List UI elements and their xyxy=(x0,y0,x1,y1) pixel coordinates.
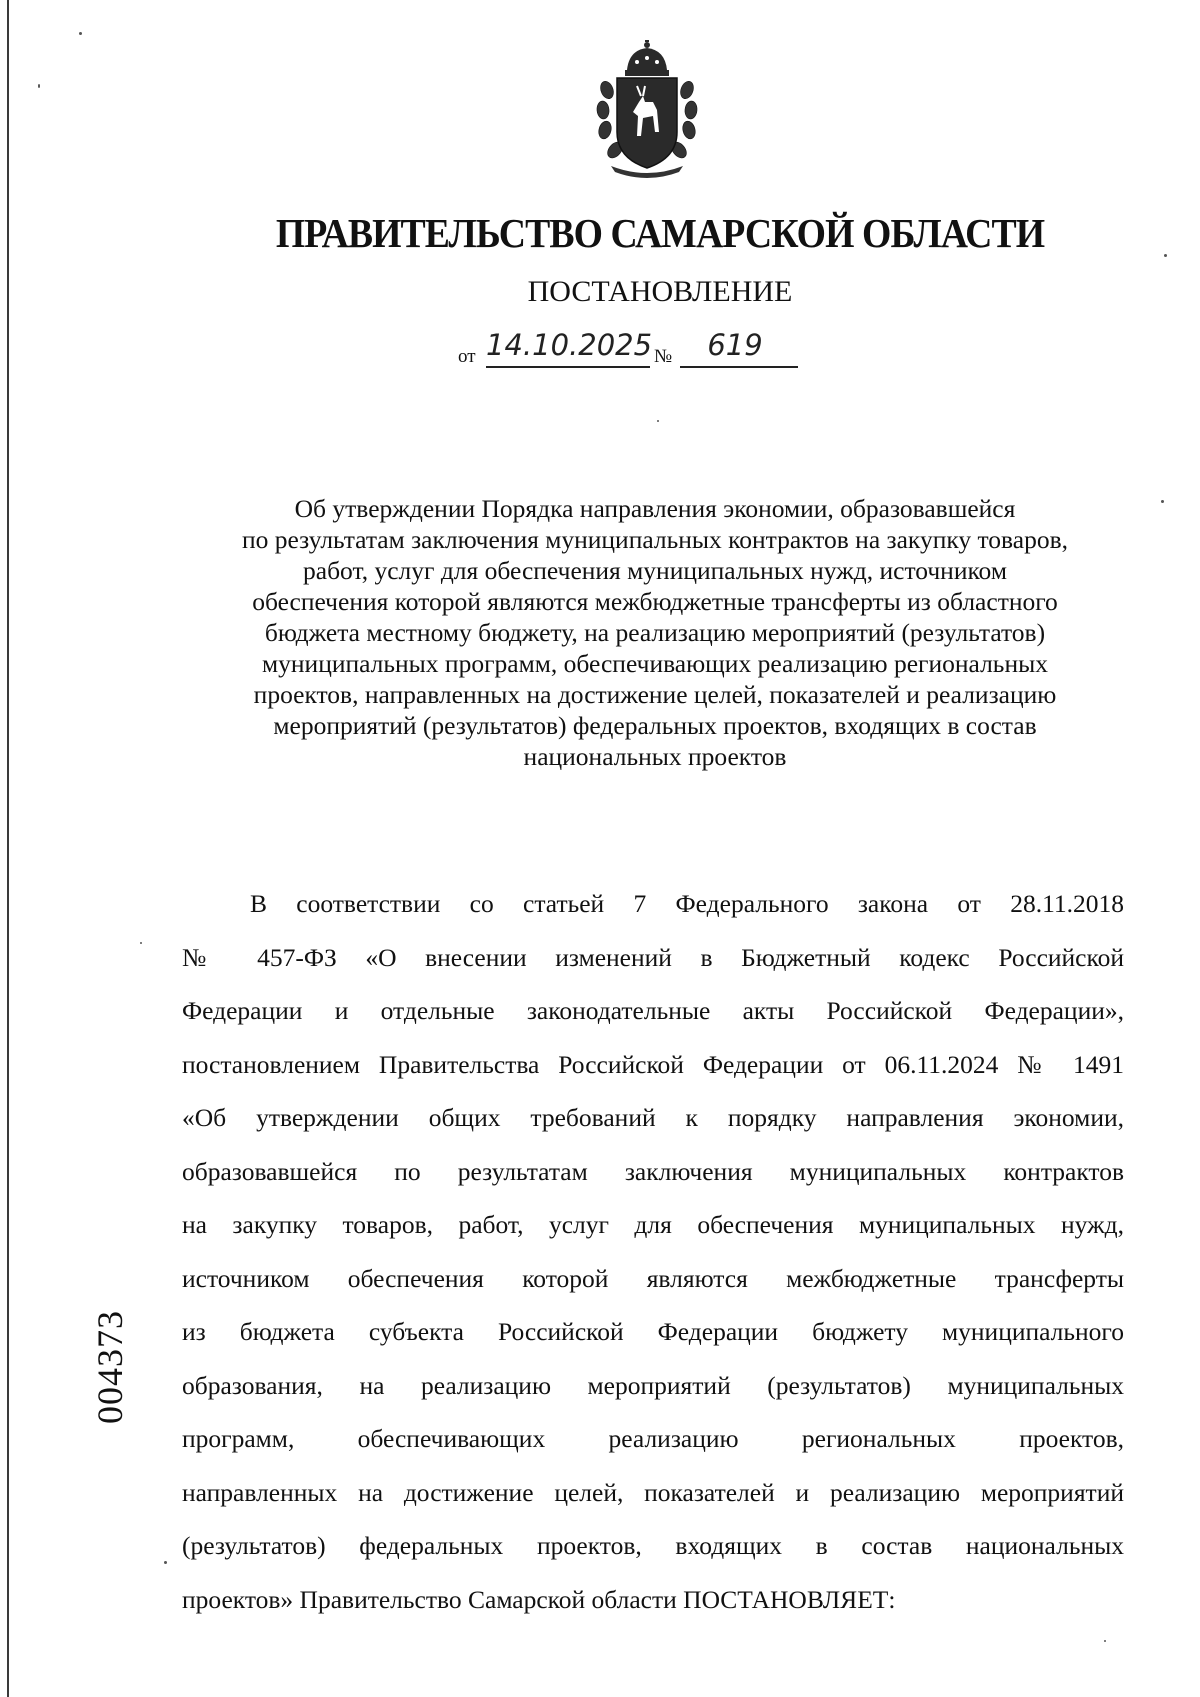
scan-speck xyxy=(1161,500,1164,503)
subject-line: по результатам заключения муниципальных контрактов на закупку товаров, xyxy=(242,525,1068,554)
shield-icon xyxy=(617,78,677,168)
document-subject xyxy=(150,493,1160,772)
scan-speck xyxy=(164,1561,167,1564)
scan-speck xyxy=(38,84,40,88)
date-prefix: от xyxy=(458,346,476,367)
subject-line: национальных проектов xyxy=(523,742,787,771)
date-underline xyxy=(486,366,650,368)
subject-line: мероприятий (результатов) федеральных проектов, входящих в состав xyxy=(273,711,1037,740)
body-line: программ, обеспечивающих реализацию региональных проектов, xyxy=(182,1424,1124,1453)
subject-line: бюджета местному бюджету, на реализацию мероприятий (результатов) xyxy=(264,618,1046,647)
body-line: на закупку товаров, работ, услуг для обеспечения муниципальных нужд, xyxy=(182,1210,1124,1239)
body-line: образовавшейся по результатам заключения муниципальных контрактов xyxy=(182,1156,1124,1186)
body-line: «Об утверждении общих требований к порядку направления экономии, xyxy=(182,1103,1124,1132)
subject-line: проектов, направленных на достижение целей, показателей и реализацию xyxy=(253,680,1057,709)
body-line: В соответствии со статьей 7 Федерального закона от 28.11.2018 xyxy=(250,889,1124,918)
number-sign: № xyxy=(654,346,673,367)
body-line: направленных на достижение целей, показателей и реализацию мероприятий xyxy=(182,1477,1124,1507)
body-line: Федерации и отдельные законодательные акты Российской Федерации», xyxy=(182,996,1124,1025)
scan-left-edge xyxy=(7,0,9,1697)
scan-speck xyxy=(657,420,659,422)
margin-stamp-number: 004373 xyxy=(90,1310,130,1424)
body-line: источником обеспечения которой являются межбюджетные трансферты xyxy=(182,1263,1124,1293)
document-type: ПОСТАНОВЛЕНИЕ xyxy=(527,275,793,308)
body-line: образования, на реализацию мероприятий (результатов) муниципальных xyxy=(182,1370,1124,1400)
subject-line: обеспечения которой являются межбюджетные трансферты из областного xyxy=(252,587,1058,616)
scan-speck xyxy=(1164,254,1167,257)
number-underline xyxy=(680,366,798,368)
document-body xyxy=(182,877,1124,1626)
body-line: проектов» Правительство Самарской области ПОСТАНОВЛЯЕТ: xyxy=(182,1584,896,1614)
subject-line: Об утверждении Порядка направления экономии, образовавшейся xyxy=(294,494,1016,523)
scan-speck xyxy=(140,942,142,944)
body-line: постановлением Правительства Российской Федерации от 06.11.2024 № 1491 xyxy=(182,1049,1124,1079)
organization-title: ПРАВИТЕЛЬСТВО САМАРСКОЙ ОБЛАСТИ xyxy=(275,210,1045,256)
handwritten-number: 619 xyxy=(707,328,763,362)
body-line: № 457-ФЗ «О внесении изменений в Бюджетный кодекс Российской xyxy=(182,942,1124,972)
subject-line: работ, услуг для обеспечения муниципальных нужд, источником xyxy=(303,556,1007,585)
handwritten-date: 14.10.2025 xyxy=(486,328,653,362)
body-line: (результатов) федеральных проектов, входящих в состав национальных xyxy=(182,1531,1124,1560)
subject-line: муниципальных программ, обеспечивающих реализацию региональных xyxy=(262,649,1048,678)
coat-of-arms-emblem xyxy=(593,40,701,180)
scan-speck xyxy=(79,32,82,35)
body-line: из бюджета субъекта Российской Федерации бюджету муниципального xyxy=(182,1317,1124,1346)
scan-speck xyxy=(1104,1640,1106,1642)
